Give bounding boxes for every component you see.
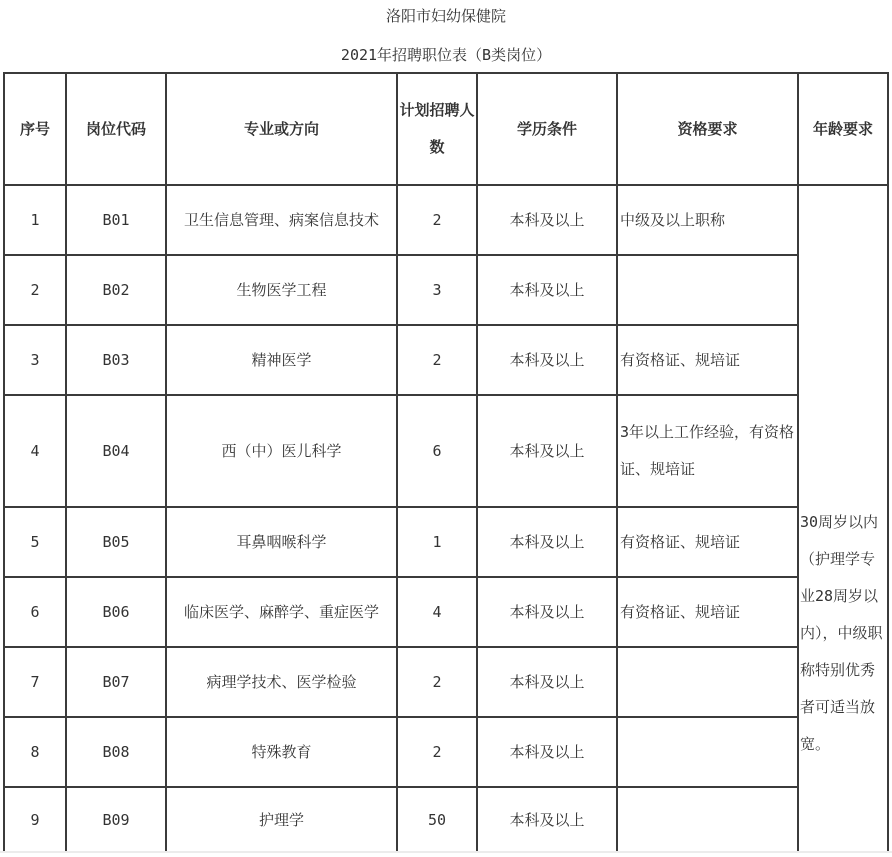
cell-education: 本科及以上 [477, 647, 617, 717]
cell-major: 卫生信息管理、病案信息技术 [166, 185, 397, 255]
cell-education: 本科及以上 [477, 255, 617, 325]
cell-count: 4 [397, 577, 477, 647]
cell-no: 9 [4, 787, 66, 853]
cell-qualification [617, 717, 798, 787]
column-header-code: 岗位代码 [66, 73, 166, 185]
cell-count: 2 [397, 717, 477, 787]
cell-qualification: 有资格证、规培证 [617, 507, 798, 577]
table-row [4, 787, 888, 853]
cell-major: 护理学 [166, 787, 397, 853]
cell-education: 本科及以上 [477, 507, 617, 577]
cell-education: 本科及以上 [477, 577, 617, 647]
page-subtitle: 2021年招聘职位表（B类岗位） [340, 46, 552, 64]
cell-code: B04 [66, 395, 166, 507]
column-header-education: 学历条件 [477, 73, 617, 185]
cell-qualification: 3年以上工作经验，有资格证、规培证 [617, 395, 798, 507]
cell-major: 特殊教育 [166, 717, 397, 787]
cell-code: B06 [66, 577, 166, 647]
table-row [4, 395, 888, 507]
cell-education: 本科及以上 [477, 717, 617, 787]
cell-major: 生物医学工程 [166, 255, 397, 325]
cell-education: 本科及以上 [477, 395, 617, 507]
cell-count: 2 [397, 325, 477, 395]
cell-code: B05 [66, 507, 166, 577]
table-row [4, 255, 888, 325]
column-header-age: 年龄要求 [798, 73, 888, 185]
cell-qualification [617, 255, 798, 325]
cell-code: B07 [66, 647, 166, 717]
cell-major: 精神医学 [166, 325, 397, 395]
cell-no: 1 [4, 185, 66, 255]
cell-qualification: 有资格证、规培证 [617, 577, 798, 647]
cell-code: B01 [66, 185, 166, 255]
cell-qualification: 中级及以上职称 [617, 185, 798, 255]
cell-count: 2 [397, 185, 477, 255]
cell-education: 本科及以上 [477, 325, 617, 395]
cell-no: 5 [4, 507, 66, 577]
table-row [4, 647, 888, 717]
cell-no: 7 [4, 647, 66, 717]
cell-count: 1 [397, 507, 477, 577]
cell-no: 3 [4, 325, 66, 395]
cell-code: B08 [66, 717, 166, 787]
table-row [4, 717, 888, 787]
cell-no: 6 [4, 577, 66, 647]
cell-major: 耳鼻咽喉科学 [166, 507, 397, 577]
cell-code: B02 [66, 255, 166, 325]
cell-education: 本科及以上 [477, 185, 617, 255]
cell-count: 6 [397, 395, 477, 507]
cell-no: 2 [4, 255, 66, 325]
cell-major: 临床医学、麻醉学、重症医学 [166, 577, 397, 647]
recruitment-table [3, 72, 889, 853]
table-row [4, 577, 888, 647]
cell-qualification [617, 787, 798, 853]
column-header-qualification: 资格要求 [617, 73, 798, 185]
header-row [4, 73, 888, 185]
column-header-no: 序号 [4, 73, 66, 185]
table-row [4, 185, 888, 255]
cell-count: 50 [397, 787, 477, 853]
table-row [4, 507, 888, 577]
cell-no: 8 [4, 717, 66, 787]
cell-qualification [617, 647, 798, 717]
cell-count: 2 [397, 647, 477, 717]
cell-qualification: 有资格证、规培证 [617, 325, 798, 395]
column-header-count: 计划招聘人数 [397, 73, 477, 185]
cell-code: B03 [66, 325, 166, 395]
cell-age-requirement: 30周岁以内（护理学专业28周岁以内），中级职称特别优秀者可适当放宽。 [798, 185, 888, 853]
page-title: 洛阳市妇幼保健院 [385, 7, 506, 25]
cell-education: 本科及以上 [477, 787, 617, 853]
cell-no: 4 [4, 395, 66, 507]
cell-code: B09 [66, 787, 166, 853]
cell-major: 西（中）医儿科学 [166, 395, 397, 507]
column-header-major: 专业或方向 [166, 73, 397, 185]
cell-count: 3 [397, 255, 477, 325]
cell-major: 病理学技术、医学检验 [166, 647, 397, 717]
table-row [4, 325, 888, 395]
